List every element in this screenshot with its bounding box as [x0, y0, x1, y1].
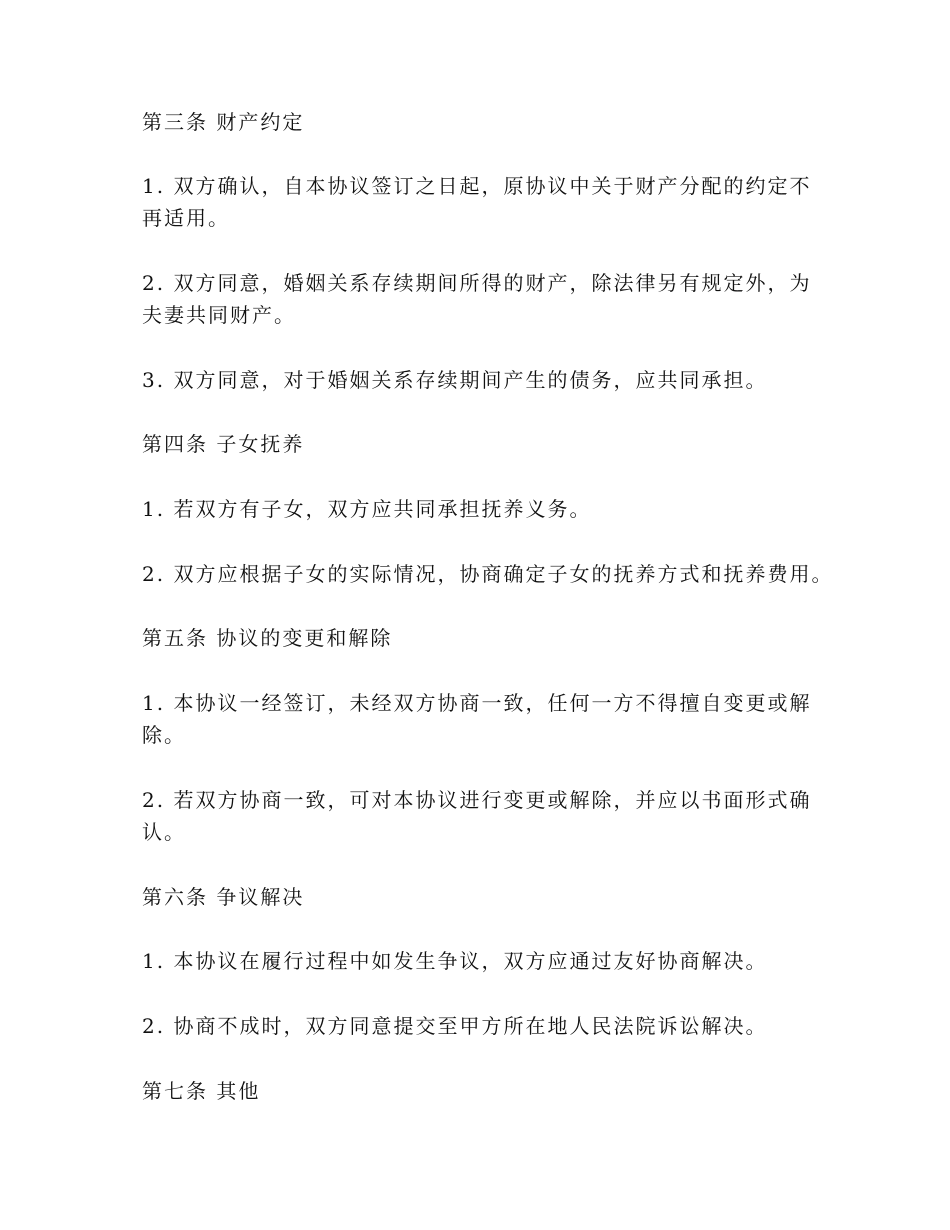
article-3-clause-2: 2. 双方同意，婚姻关系存续期间所得的财产，除法律另有规定外，为	[142, 271, 812, 295]
article-5-clause-1: 1. 本协议一经签订，未经双方协商一致，任何一方不得擅自变更或解	[142, 691, 812, 715]
article-4-clause-1: 1. 若双方有子女，双方应共同承担抚养义务。	[142, 497, 592, 521]
article-3-heading: 第三条 财产约定	[142, 110, 305, 134]
article-3-clause-3: 3. 双方同意，对于婚姻关系存续期间产生的债务，应共同承担。	[142, 368, 768, 392]
article-3-clause-1-cont: 再适用。	[142, 206, 230, 230]
article-5-clause-1-cont: 除。	[142, 723, 186, 747]
article-7-heading: 第七条 其他	[142, 1079, 261, 1103]
article-3-clause-1: 1. 双方确认，自本协议签订之日起，原协议中关于财产分配的约定不	[142, 174, 812, 198]
article-6-clause-1: 1. 本协议在履行过程中如发生争议，双方应通过友好协商解决。	[142, 949, 768, 973]
article-5-clause-2-cont: 认。	[142, 820, 186, 844]
article-3-clause-2-cont: 夫妻共同财产。	[142, 303, 296, 327]
article-6-heading: 第六条 争议解决	[142, 885, 305, 909]
article-4-clause-2: 2. 双方应根据子女的实际情况，协商确定子女的抚养方式和抚养费用。	[142, 562, 834, 586]
article-5-clause-2: 2. 若双方协商一致，可对本协议进行变更或解除，并应以书面形式确	[142, 788, 812, 812]
article-5-heading: 第五条 协议的变更和解除	[142, 626, 393, 650]
article-4-heading: 第四条 子女抚养	[142, 432, 305, 456]
article-6-clause-2: 2. 协商不成时，双方同意提交至甲方所在地人民法院诉讼解决。	[142, 1014, 768, 1038]
